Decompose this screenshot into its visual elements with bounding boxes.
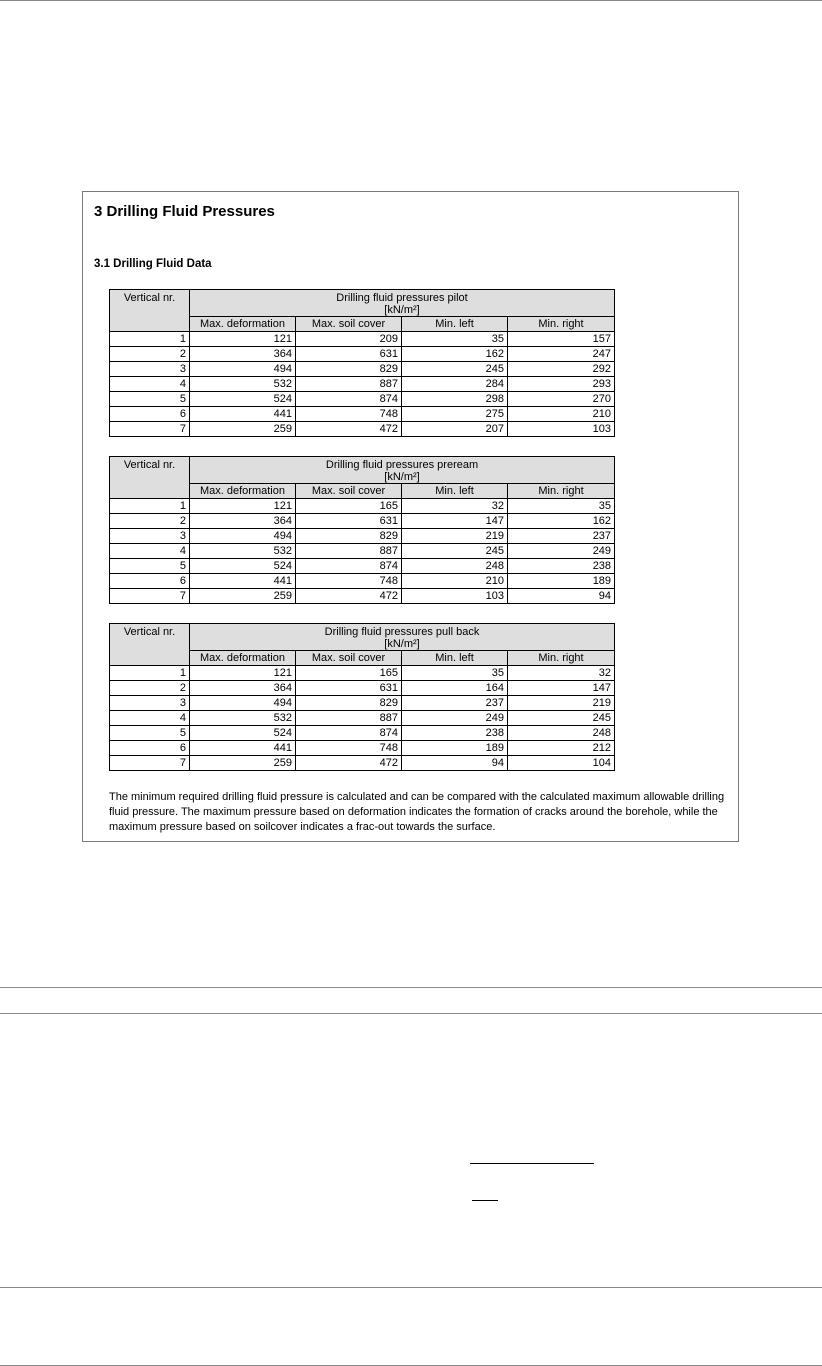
value-cell: 364	[190, 347, 296, 362]
value-cell: 248	[402, 559, 508, 574]
value-cell: 165	[296, 499, 402, 514]
table-row	[110, 681, 615, 696]
value-cell: 157	[508, 332, 615, 347]
value-cell: 829	[296, 696, 402, 711]
value-cell: 162	[402, 347, 508, 362]
vertical-nr-cell: 1	[110, 666, 190, 681]
value-cell: 210	[508, 407, 615, 422]
value-cell: 238	[402, 726, 508, 741]
value-cell: 147	[508, 681, 615, 696]
table-row	[110, 574, 615, 589]
vertical-nr-cell: 1	[110, 332, 190, 347]
value-cell: 472	[296, 756, 402, 771]
table-row	[110, 392, 615, 407]
table-title-cell	[190, 624, 615, 651]
value-cell: 874	[296, 559, 402, 574]
value-cell: 121	[190, 332, 296, 347]
value-cell: 237	[508, 529, 615, 544]
value-cell: 275	[402, 407, 508, 422]
value-cell: 165	[296, 666, 402, 681]
value-cell: 121	[190, 666, 296, 681]
column-header: Max. deformation	[190, 651, 296, 666]
document-frame	[82, 191, 739, 842]
table-body	[110, 332, 615, 437]
page-rule	[0, 1287, 822, 1288]
vertical-nr-cell: 7	[110, 756, 190, 771]
value-cell: 494	[190, 362, 296, 377]
value-cell: 441	[190, 741, 296, 756]
value-cell: 887	[296, 711, 402, 726]
value-cell: 532	[190, 544, 296, 559]
vertical-nr-cell: 4	[110, 377, 190, 392]
value-cell: 212	[508, 741, 615, 756]
vertical-nr-cell: 4	[110, 544, 190, 559]
value-cell: 472	[296, 422, 402, 437]
table-body	[110, 666, 615, 771]
value-cell: 441	[190, 407, 296, 422]
explanatory-note: The minimum required drilling fluid pressure is calculated and can be compared with the calculated maximum allowable drilling fluid pressure. The maximum pressure based on deformation indicates the formation of cracks around the borehole, while the maximum pressure based on soilcover indicates a frac-out towards the surface.	[109, 791, 725, 833]
table-title: Drilling fluid pressures pilot	[336, 292, 468, 304]
value-cell: 874	[296, 392, 402, 407]
table-title: Drilling fluid pressures pull back	[324, 626, 480, 638]
value-cell: 631	[296, 514, 402, 529]
table-body	[110, 499, 615, 604]
column-header: Min. right	[508, 484, 615, 499]
vertical-nr-header: Vertical nr.	[110, 624, 190, 666]
value-cell: 245	[508, 711, 615, 726]
table-row	[110, 589, 615, 604]
value-cell: 248	[508, 726, 615, 741]
value-cell: 364	[190, 681, 296, 696]
table-row	[110, 377, 615, 392]
value-cell: 104	[508, 756, 615, 771]
value-cell: 32	[508, 666, 615, 681]
value-cell: 237	[402, 696, 508, 711]
table-unit: [kN/m²]	[384, 304, 420, 316]
value-cell: 524	[190, 392, 296, 407]
table-row	[110, 499, 615, 514]
value-cell: 259	[190, 422, 296, 437]
column-header: Min. right	[508, 317, 615, 332]
value-cell: 532	[190, 377, 296, 392]
table-row	[110, 422, 615, 437]
value-cell: 364	[190, 514, 296, 529]
vertical-nr-cell: 1	[110, 499, 190, 514]
vertical-nr-cell: 3	[110, 529, 190, 544]
top-rule	[0, 0, 822, 1]
value-cell: 164	[402, 681, 508, 696]
table-title: Drilling fluid pressures preream	[325, 459, 479, 471]
preream-pressure-table	[109, 456, 615, 604]
underline-mark	[470, 1163, 594, 1164]
page-rule	[0, 987, 822, 988]
value-cell: 887	[296, 377, 402, 392]
column-header: Min. left	[402, 484, 508, 499]
vertical-nr-cell: 5	[110, 559, 190, 574]
value-cell: 238	[508, 559, 615, 574]
value-cell: 207	[402, 422, 508, 437]
table-row	[110, 726, 615, 741]
column-header: Max. soil cover	[296, 484, 402, 499]
table-unit: [kN/m²]	[384, 638, 420, 650]
vertical-nr-cell: 7	[110, 422, 190, 437]
value-cell: 189	[402, 741, 508, 756]
table-row	[110, 332, 615, 347]
value-cell: 35	[402, 332, 508, 347]
value-cell: 631	[296, 347, 402, 362]
vertical-nr-cell: 2	[110, 681, 190, 696]
value-cell: 887	[296, 544, 402, 559]
table-title-cell	[190, 457, 615, 484]
value-cell: 829	[296, 362, 402, 377]
value-cell: 35	[402, 666, 508, 681]
column-header: Min. left	[402, 317, 508, 332]
table-row	[110, 544, 615, 559]
vertical-nr-cell: 2	[110, 514, 190, 529]
value-cell: 631	[296, 681, 402, 696]
value-cell: 532	[190, 711, 296, 726]
value-cell: 162	[508, 514, 615, 529]
table-row	[110, 347, 615, 362]
table-row	[110, 696, 615, 711]
column-header: Max. deformation	[190, 317, 296, 332]
table-row	[110, 362, 615, 377]
table-row	[110, 559, 615, 574]
vertical-nr-cell: 5	[110, 726, 190, 741]
table-row	[110, 407, 615, 422]
vertical-nr-cell: 3	[110, 696, 190, 711]
value-cell: 103	[508, 422, 615, 437]
value-cell: 245	[402, 544, 508, 559]
table-unit: [kN/m²]	[384, 471, 420, 483]
value-cell: 210	[402, 574, 508, 589]
vertical-nr-cell: 7	[110, 589, 190, 604]
value-cell: 249	[402, 711, 508, 726]
value-cell: 259	[190, 756, 296, 771]
value-cell: 270	[508, 392, 615, 407]
value-cell: 249	[508, 544, 615, 559]
table-row	[110, 514, 615, 529]
table-row	[110, 711, 615, 726]
pullback-pressure-table	[109, 623, 615, 771]
column-header: Max. soil cover	[296, 651, 402, 666]
section-heading: 3 Drilling Fluid Pressures	[94, 203, 275, 220]
value-cell: 292	[508, 362, 615, 377]
subsection-heading: 3.1 Drilling Fluid Data	[94, 258, 212, 270]
column-header: Min. right	[508, 651, 615, 666]
column-header: Min. left	[402, 651, 508, 666]
table-title-cell	[190, 290, 615, 317]
value-cell: 103	[402, 589, 508, 604]
pilot-pressure-table	[109, 289, 615, 437]
value-cell: 147	[402, 514, 508, 529]
value-cell: 829	[296, 529, 402, 544]
table-row	[110, 529, 615, 544]
underline-mark	[472, 1200, 498, 1201]
vertical-nr-cell: 6	[110, 574, 190, 589]
vertical-nr-cell: 6	[110, 407, 190, 422]
vertical-nr-header: Vertical nr.	[110, 290, 190, 332]
value-cell: 32	[402, 499, 508, 514]
page-rule	[0, 1013, 822, 1014]
vertical-nr-cell: 6	[110, 741, 190, 756]
value-cell: 259	[190, 589, 296, 604]
value-cell: 94	[402, 756, 508, 771]
vertical-nr-cell: 5	[110, 392, 190, 407]
vertical-nr-cell: 4	[110, 711, 190, 726]
value-cell: 35	[508, 499, 615, 514]
table-row	[110, 756, 615, 771]
column-header: Max. deformation	[190, 484, 296, 499]
value-cell: 441	[190, 574, 296, 589]
value-cell: 293	[508, 377, 615, 392]
table-row	[110, 666, 615, 681]
value-cell: 121	[190, 499, 296, 514]
value-cell: 524	[190, 559, 296, 574]
vertical-nr-cell: 2	[110, 347, 190, 362]
value-cell: 247	[508, 347, 615, 362]
value-cell: 748	[296, 741, 402, 756]
value-cell: 494	[190, 696, 296, 711]
value-cell: 94	[508, 589, 615, 604]
value-cell: 472	[296, 589, 402, 604]
value-cell: 245	[402, 362, 508, 377]
value-cell: 524	[190, 726, 296, 741]
value-cell: 219	[402, 529, 508, 544]
vertical-nr-header: Vertical nr.	[110, 457, 190, 499]
value-cell: 284	[402, 377, 508, 392]
value-cell: 298	[402, 392, 508, 407]
value-cell: 494	[190, 529, 296, 544]
table-row	[110, 741, 615, 756]
value-cell: 874	[296, 726, 402, 741]
value-cell: 748	[296, 574, 402, 589]
value-cell: 209	[296, 332, 402, 347]
column-header: Max. soil cover	[296, 317, 402, 332]
value-cell: 748	[296, 407, 402, 422]
value-cell: 219	[508, 696, 615, 711]
vertical-nr-cell: 3	[110, 362, 190, 377]
value-cell: 189	[508, 574, 615, 589]
